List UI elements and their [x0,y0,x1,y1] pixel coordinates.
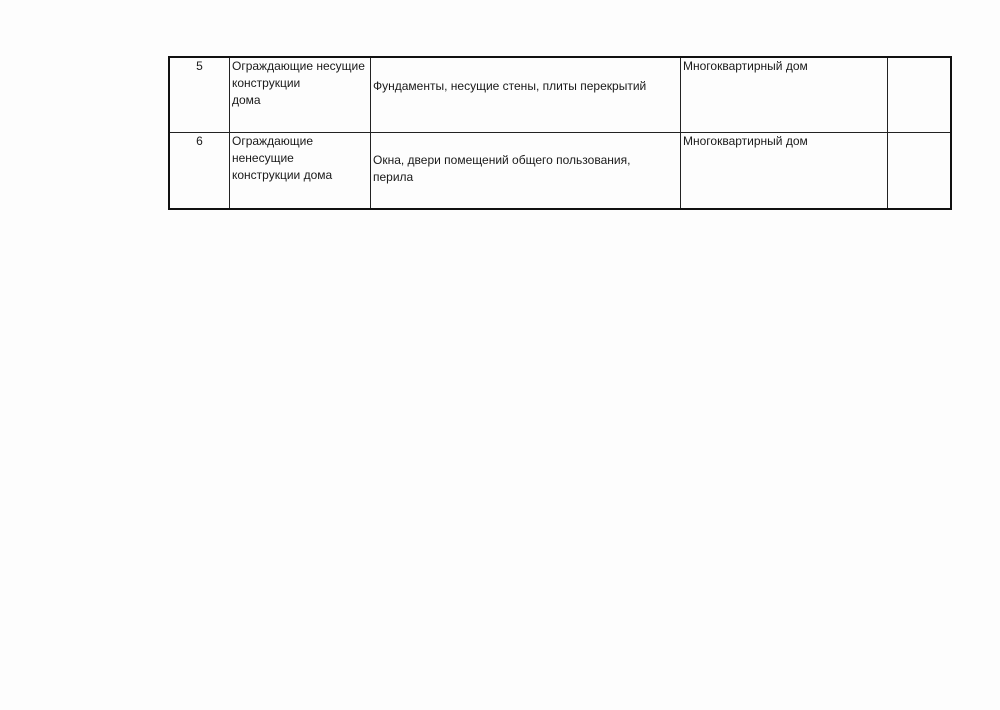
table-row [169,57,951,133]
structure-type-line: Ограждающие несущие [232,59,365,73]
elements-cell [371,133,681,210]
extra-cell [888,133,952,210]
structure-type-cell [230,133,371,210]
elements-text-line: перила [373,170,414,184]
row-number: 6 [196,134,203,148]
object-text: Многоквартирный дом [683,134,808,148]
structure-type-line: дома [232,93,261,107]
row-number: 5 [196,59,203,73]
structure-type-line: ненесущие [232,151,294,165]
elements-text: Фундаменты, несущие стены, плиты перекрытий [373,79,647,93]
structure-type-line: конструкции [232,76,301,90]
object-cell [681,133,888,210]
structure-type-line: Ограждающие [232,134,314,148]
structures-table [168,56,952,210]
object-cell [681,57,888,133]
structure-type-line: конструкции дома [232,168,333,182]
extra-cell [888,57,952,133]
elements-cell [371,57,681,133]
table-row [169,133,951,210]
elements-text-line: Окна, двери помещений общего пользования, [373,153,631,167]
row-number-cell [169,133,230,210]
object-text: Многоквартирный дом [683,59,808,73]
row-number-cell [169,57,230,133]
structure-type-cell [230,57,371,133]
